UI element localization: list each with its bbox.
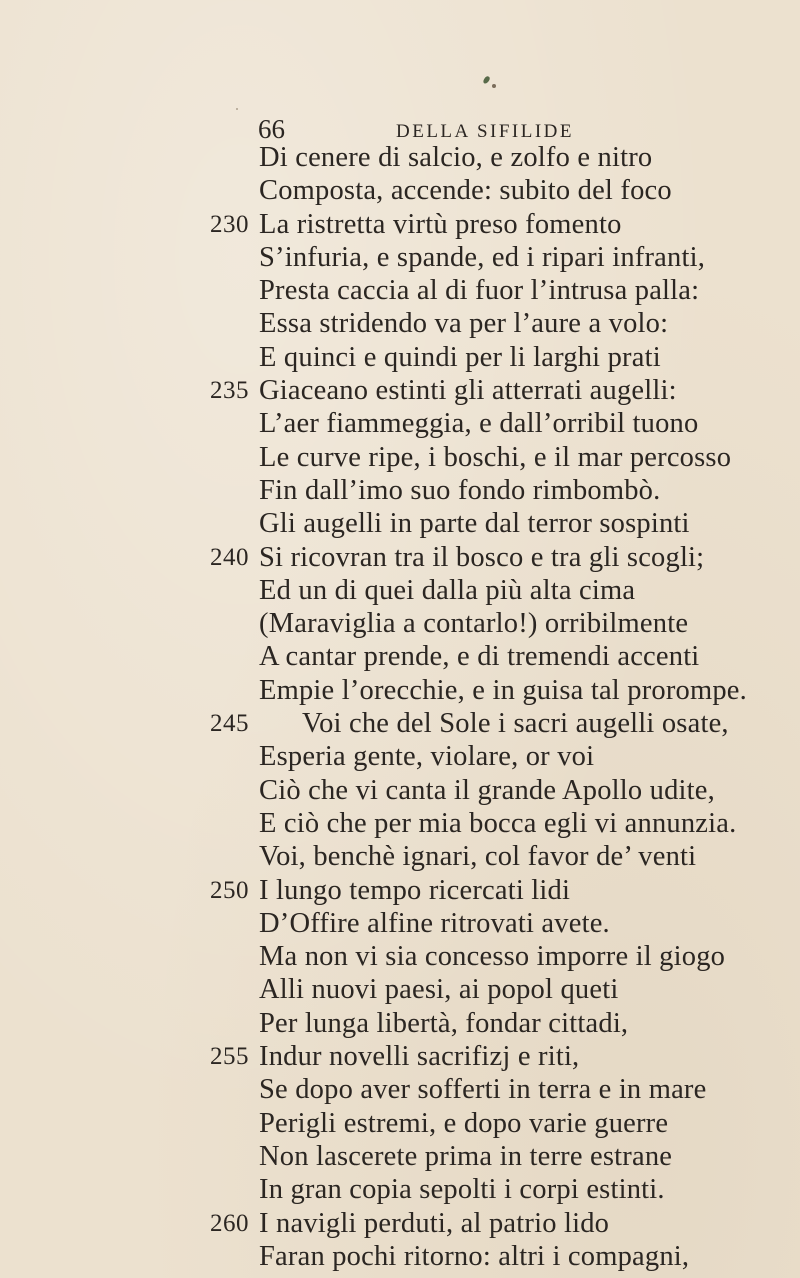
verse-line <box>0 208 800 241</box>
line-number: 230 <box>210 210 249 238</box>
verse-text: Voi che del Sole i sacri augelli osate, <box>302 708 729 740</box>
page-number: 66 <box>258 114 285 144</box>
verse-text: Ciò che vi canta il grande Apollo udite, <box>259 774 715 806</box>
line-number: 245 <box>210 710 249 738</box>
verse-text: Gli augelli in parte dal terror sospinti <box>259 508 690 540</box>
verse-line <box>0 474 800 507</box>
verse-text: Esperia gente, violare, or voi <box>259 741 595 773</box>
verse-line <box>0 973 800 1006</box>
verse-text: E quinci e quindi per li larghi prati <box>259 341 661 373</box>
verse-line <box>0 807 800 840</box>
line-number: 240 <box>210 543 249 571</box>
verse-text: Presta caccia al di fuor l’intrusa palla: <box>259 275 700 307</box>
verse-text: La ristretta virtù preso fomento <box>259 208 622 240</box>
verse-text: Composta, accende: subito del foco <box>259 175 672 207</box>
verse-line <box>0 940 800 973</box>
verse-text: Alli nuovi paesi, ai popol queti <box>259 974 619 1006</box>
verse-line <box>0 274 800 307</box>
verse-text: D’Offire alfine ritrovati avete. <box>259 907 610 939</box>
verse-line <box>0 874 800 907</box>
verse-line <box>0 441 800 474</box>
verse-line <box>0 607 800 640</box>
verse-block <box>0 141 800 1273</box>
paper-speck <box>236 108 238 110</box>
verse-text: Per lunga libertà, fondar cittadi, <box>259 1007 629 1039</box>
verse-text: E ciò che per mia bocca egli vi annunzia. <box>259 807 737 839</box>
verse-line <box>0 507 800 540</box>
verse-line <box>0 907 800 940</box>
verse-line <box>0 574 800 607</box>
verse-line <box>0 840 800 873</box>
verse-text: I navigli perduti, al patrio lido <box>259 1207 610 1239</box>
verse-line <box>0 1040 800 1073</box>
verse-text: Giaceano estinti gli atterrati augelli: <box>259 375 677 407</box>
verse-text: Ma non vi sia concesso imporre il giogo <box>259 941 726 973</box>
verse-line <box>0 1207 800 1240</box>
verse-line <box>0 1073 800 1106</box>
verse-line <box>0 141 800 174</box>
verse-line <box>0 1240 800 1273</box>
verse-text: S’infuria, e spande, ed i ripari infranti, <box>259 241 706 273</box>
verse-text: (Maraviglia a contarlo!) orribilmente <box>259 608 689 640</box>
verse-line <box>0 640 800 673</box>
verse-text: Ed un di quei dalla più alta cima <box>259 574 636 606</box>
verse-text: Voi, benchè ignari, col favor de’ venti <box>259 841 697 873</box>
verse-text: Di cenere di salcio, e zolfo e nitro <box>259 142 653 173</box>
verse-text: Indur novelli sacrifizj e riti, <box>259 1041 580 1073</box>
verse-text: Faran pochi ritorno: altri i compagni, <box>259 1240 690 1272</box>
verse-line <box>0 740 800 773</box>
verse-text: Essa stridendo va per l’aure a volo: <box>259 308 669 340</box>
verse-line <box>0 241 800 274</box>
line-number: 250 <box>210 876 249 904</box>
verse-text: Le curve ripe, i boschi, e il mar percosso <box>259 441 732 473</box>
ink-blot <box>482 75 490 84</box>
verse-line <box>0 341 800 374</box>
line-number: 255 <box>210 1043 249 1071</box>
verse-text: L’aer fiammeggia, e dall’orribil tuono <box>259 408 699 440</box>
verse-text: Non lascerete prima in terre estrane <box>259 1140 673 1172</box>
running-head: DELLA SIFILIDE <box>396 121 575 142</box>
verse-line <box>0 1007 800 1040</box>
verse-line <box>0 374 800 407</box>
verse-text: I lungo tempo ricercati lidi <box>259 874 571 906</box>
verse-line <box>0 1173 800 1206</box>
verse-text: Fin dall’imo suo fondo rimbombò. <box>259 474 661 506</box>
verse-line <box>0 707 800 740</box>
verse-line <box>0 407 800 440</box>
verse-text: A cantar prende, e di tremendi accenti <box>259 641 700 673</box>
verse-text: Si ricovran tra il bosco e tra gli scogli; <box>259 541 705 573</box>
verse-line <box>0 174 800 207</box>
verse-line <box>0 1140 800 1173</box>
line-number: 260 <box>210 1209 249 1237</box>
verse-line <box>0 1107 800 1140</box>
verse-line <box>0 307 800 340</box>
verse-line <box>0 674 800 707</box>
verse-text: In gran copia sepolti i corpi estinti. <box>259 1174 665 1206</box>
verse-text: Perigli estremi, e dopo varie guerre <box>259 1107 669 1139</box>
line-number: 235 <box>210 377 249 405</box>
ink-speck <box>492 84 496 88</box>
verse-line <box>0 541 800 574</box>
verse-text: Empie l’orecchie, e in guisa tal prorompe. <box>259 674 747 706</box>
verse-line <box>0 774 800 807</box>
verse-text: Se dopo aver sofferti in terra e in mare <box>259 1074 707 1106</box>
